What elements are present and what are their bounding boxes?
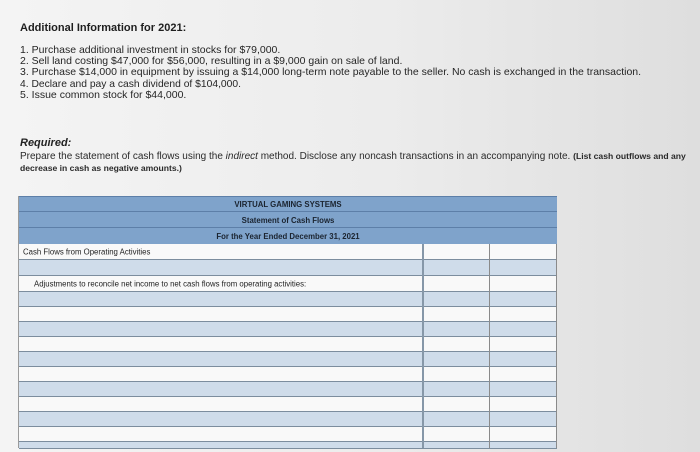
required-label: Required: — [20, 137, 72, 149]
table-row[interactable] — [19, 397, 557, 412]
instructions-bold-note: (List cash outflows and any decrease in cash as negative amounts.) — [20, 151, 686, 173]
instructions-text-before: Prepare the statement of cash flows using the — [20, 151, 226, 162]
table-row[interactable] — [19, 322, 557, 337]
sheet-right-edge — [556, 244, 557, 448]
instructions-method: indirect — [225, 151, 258, 162]
statement-title: Statement of Cash Flows — [241, 216, 335, 225]
info-item-2: 2. Sell land costing $47,000 for $56,000, resulting in a $9,000 gain on sale of land. — [20, 55, 403, 68]
table-row[interactable] — [19, 442, 557, 449]
operating-section-row — [19, 244, 557, 260]
cash-flow-statement-sheet — [18, 196, 557, 448]
info-item-5: 5. Issue common stock for $44,000. — [20, 88, 187, 101]
required-instructions — [20, 151, 690, 174]
adjustments-row — [19, 276, 557, 292]
table-row[interactable] — [19, 427, 557, 442]
header-divider — [19, 227, 557, 228]
table-row[interactable] — [19, 260, 557, 276]
adjustments-label: Adjustments to reconcile net income to net cash flows from operating activities: — [34, 279, 307, 288]
header-divider — [19, 211, 557, 212]
total-column-divider — [489, 244, 490, 448]
info-item-4: 4. Declare and pay a cash dividend of $104,000. — [20, 78, 241, 90]
operating-section-label: Cash Flows from Operating Activities — [23, 247, 151, 256]
statement-period: For the Year Ended December 31, 2021 — [216, 232, 360, 241]
table-row[interactable] — [19, 367, 557, 382]
table-row[interactable] — [19, 292, 557, 307]
amount-column-divider — [422, 244, 424, 448]
table-row[interactable] — [19, 352, 557, 367]
table-row[interactable] — [19, 412, 557, 427]
additional-info-list — [20, 45, 641, 101]
statement-header — [19, 196, 557, 246]
table-row[interactable] — [19, 337, 557, 352]
instructions-text-after: method. Disclose any noncash transactions in an accompanying note. — [257, 151, 574, 162]
table-row[interactable] — [19, 382, 557, 397]
statement-company-name: VIRTUAL GAMING SYSTEMS — [234, 200, 342, 209]
info-item-1: 1. Purchase additional investment in stocks for $79,000. — [20, 44, 281, 56]
additional-info-heading: Additional Information for 2021: — [20, 22, 187, 34]
table-row[interactable] — [19, 307, 557, 322]
info-item-3: 3. Purchase $14,000 in equipment by issuing a $14,000 long-term note payable to the seller. No cash is exchanged in the transaction. — [20, 66, 642, 79]
